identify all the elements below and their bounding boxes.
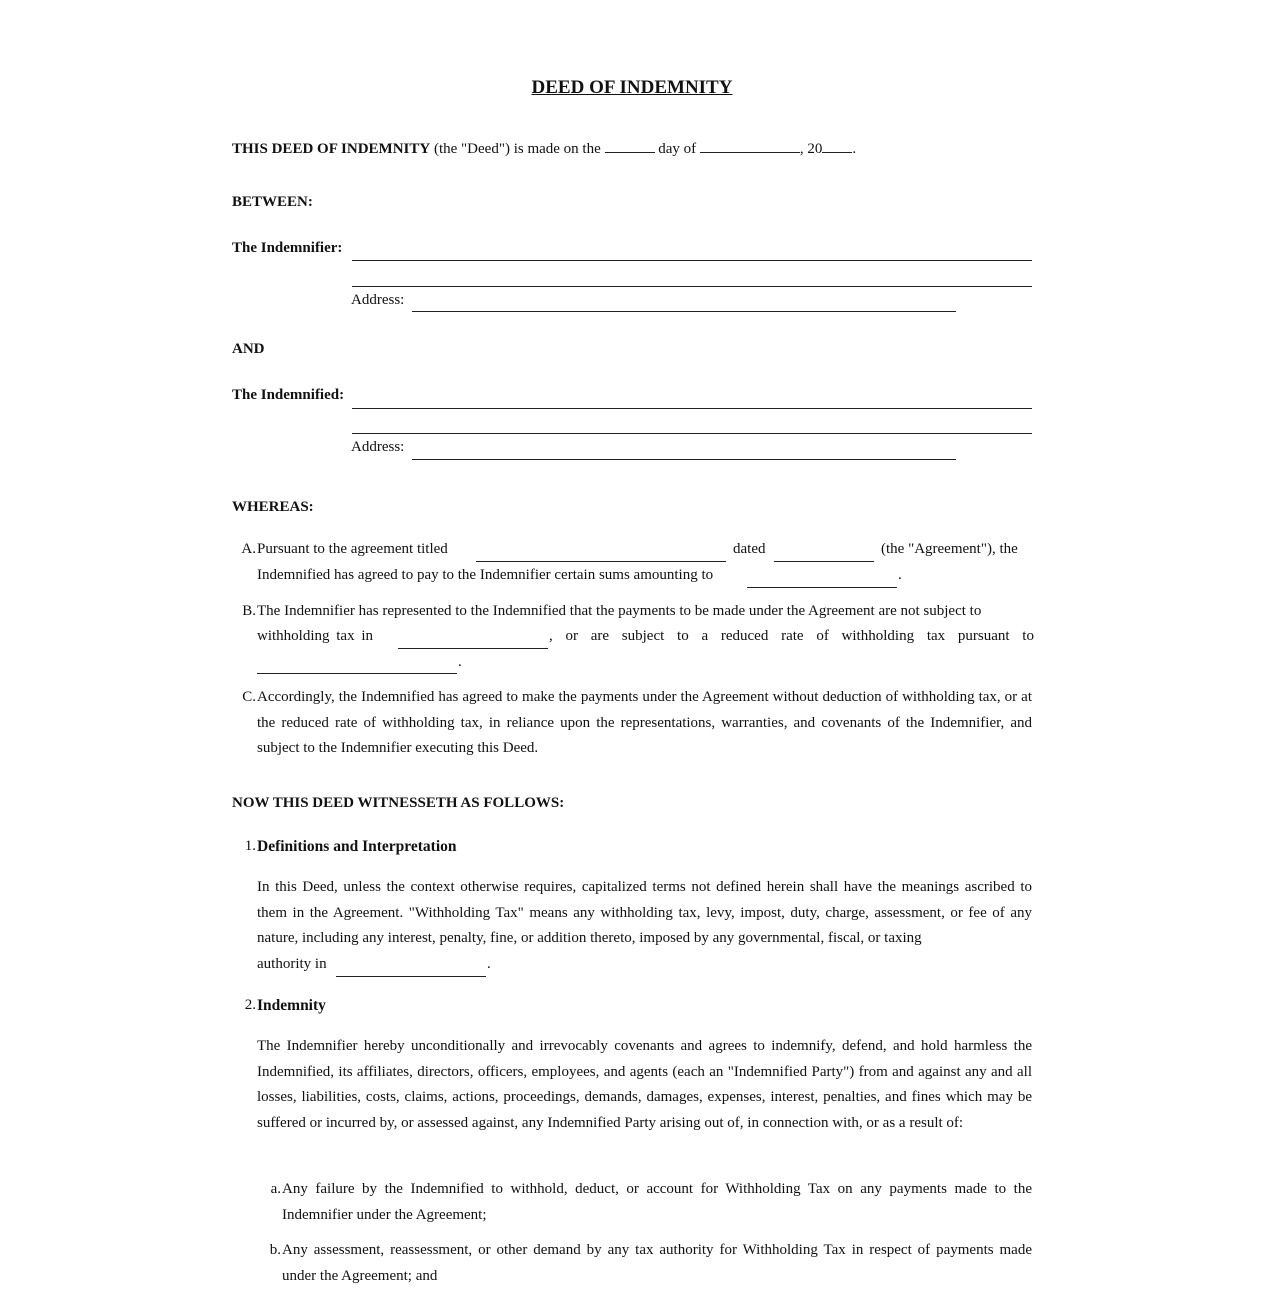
clause-2-body: The Indemnifier hereby unconditionally and irrevocably covenants and agrees to indemnify, defend, and hold harmless the Indemnified, its affiliates, directors, officers, employees, and agents (each an "Indemnified Party") from and against any and all losses, liabilities, costs, claims, actions, proceedings, demands, damages, expenses, interest, penalties, and fines which may be suffered or incurred by, or assessed against, any Indemnified Party arising out of, in connection with, or as a result of: <box>257 1038 1032 1132</box>
recital-b-text-2: withholding tax in <box>257 628 373 644</box>
intro-text-4: . <box>852 141 857 157</box>
recital-a-text-2: dated <box>733 541 766 557</box>
intro-text-3: , 20 <box>799 141 823 157</box>
recital-a-text-1: Pursuant to the agreement titled <box>257 541 448 557</box>
witnesseth-label: NOW THIS DEED WITNESSETH AS FOLLOWS: <box>232 795 565 811</box>
amount-blank[interactable] <box>747 587 897 588</box>
clause-2-marker: 2. <box>244 997 256 1013</box>
indemnifier-label: The Indemnifier: <box>232 240 343 256</box>
recital-b-text-3: , or are subject to a reduced rate of withholding tax pursuant to <box>549 628 1034 644</box>
jurisdiction-blank[interactable] <box>398 648 548 649</box>
indemnifier-name-line-2[interactable] <box>352 286 1032 287</box>
day-blank[interactable] <box>605 138 655 153</box>
clause-1-heading: Definitions and Interpretation <box>257 838 457 855</box>
indemnified-address-line[interactable] <box>412 459 956 460</box>
clause-2-item-a: Any failure by the Indemnified to withhold, deduct, or account for Withholding Tax on any payments made to the Indemnifier under the Agreement; <box>282 1181 1032 1223</box>
recital-b-marker: B. <box>242 603 256 619</box>
recital-a-text-4: Indemnified has agreed to pay to the Indemnifier certain sums amounting to <box>257 567 714 583</box>
indemnifier-name-line-1[interactable] <box>352 260 1032 261</box>
recital-b-text-4: . <box>458 654 462 670</box>
and-label: AND <box>232 341 265 357</box>
recital-c-text: Accordingly, the Indemnified has agreed to make the payments under the Agreement without deduction of withholding tax, or at the reduced rate of withholding tax, in reliance upon the representations, warranties, and covenants of the Indemnifier, and subject to the Indemnifier executing this Deed. <box>257 689 1032 757</box>
authority-blank[interactable] <box>336 976 486 977</box>
month-blank[interactable] <box>700 138 800 153</box>
clause-1-body: In this Deed, unless the context otherwise requires, capitalized terms not defined herein shall have the meanings ascribed to them in the Agreement. "Withholding Tax" means any withholding tax, levy, impost, duty, charge, assessment, or fee of any nature, including any interest, penalty, fine, or addition thereto, imposed by any governmental, fiscal, or taxing <box>257 879 1032 947</box>
treaty-blank[interactable] <box>257 673 457 674</box>
between-label: BETWEEN: <box>232 194 313 210</box>
clause-1-tail-1: authority in <box>257 956 327 972</box>
clause-2-item-b: Any assessment, reassessment, or other demand by any tax authority for Withholding Tax in respect of payments made under the Agreement; and <box>282 1242 1032 1284</box>
agreement-date-blank[interactable] <box>774 561 874 562</box>
indemnifier-address-line[interactable] <box>412 311 956 312</box>
indemnifier-address-label: Address: <box>351 292 405 308</box>
recital-b-text-1: The Indemnifier has represented to the Indemnified that the payments to be made under the Agreement are not subject to <box>257 603 982 619</box>
clause-2-item-a-marker: a. <box>270 1181 281 1197</box>
indemnified-name-line-1[interactable] <box>352 408 1032 409</box>
clause-1-marker: 1. <box>244 838 256 854</box>
document-title: DEED OF INDEMNITY <box>531 77 733 98</box>
intro-lead: THIS DEED OF INDEMNITY <box>232 141 431 157</box>
clause-2-item-b-marker: b. <box>269 1242 281 1258</box>
intro-text-1: (the "Deed") is made on the <box>430 141 605 157</box>
agreement-title-blank[interactable] <box>476 561 726 562</box>
indemnified-name-line-2[interactable] <box>352 433 1032 434</box>
intro-line <box>232 138 856 158</box>
indemnified-label: The Indemnified: <box>232 387 345 403</box>
whereas-label: WHEREAS: <box>232 499 314 515</box>
indemnified-address-label: Address: <box>351 439 405 455</box>
intro-text-2: day of <box>654 141 700 157</box>
recital-c-marker: C. <box>242 689 256 705</box>
clause-1-tail-2: . <box>487 956 491 972</box>
recital-a-marker: A. <box>241 541 256 557</box>
clause-2-heading: Indemnity <box>257 997 326 1014</box>
recital-a-text-5: . <box>898 567 902 583</box>
year-blank[interactable] <box>822 138 852 153</box>
recital-a-text-3: (the "Agreement"), the <box>881 541 1018 557</box>
